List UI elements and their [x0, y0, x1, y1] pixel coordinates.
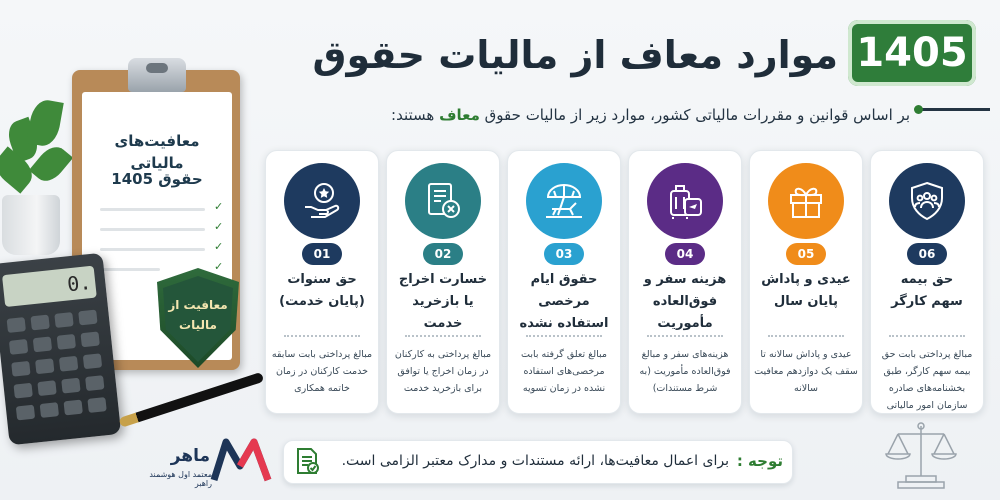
scale-of-justice-icon [878, 420, 964, 490]
card-icon-circle [405, 163, 481, 239]
check-icon: ✓ [214, 220, 224, 233]
beach-umbrella-icon [542, 179, 586, 223]
calculator-key [61, 378, 80, 394]
clipboard-clip-hole [146, 63, 168, 73]
card-03 [507, 150, 621, 414]
shield-people-icon [905, 179, 949, 223]
calculator-key [11, 361, 30, 377]
card-description: مبالغ پرداختی به کارکنان در زمان اخراج یا توافق برای بازخرید خدمت [394, 349, 492, 394]
card-02 [386, 150, 500, 414]
card-divider [526, 335, 602, 337]
note-text: برای اعمال معافیت‌ها، ارائه مستندات و مدارک معتبر الزامی است. [341, 453, 729, 469]
card-title-line1: حقوق ایام مرخصی [530, 272, 598, 309]
card-description: هزینه‌های سفر و مبالغ فوق‌العاده مأموریت (به شرط مستندات) [639, 349, 731, 394]
intro-accent-line [918, 108, 990, 111]
card-number: 06 [907, 243, 947, 265]
calculator-key [40, 402, 59, 418]
card-divider [889, 335, 965, 337]
page-title: موارد معاف از مالیات حقوق [312, 33, 838, 77]
card-description: عیدی و پاداش سالانه تا سقف یک دوازدهم معافیت سالانه [754, 349, 858, 394]
card-title-line2: یا بازخرید خدمت [412, 294, 474, 331]
luggage-icon [663, 179, 707, 223]
badge-line2: مالیات [179, 318, 217, 332]
card-number: 02 [423, 243, 463, 265]
card-title-line2: (پایان خدمت) [279, 294, 365, 309]
gift-icon [784, 179, 828, 223]
card-title-line1: حق سنوات [287, 272, 357, 287]
card-number: 05 [786, 243, 826, 265]
intro-text [262, 106, 910, 124]
calculator-display: 0. [2, 266, 97, 307]
card-title-line1: خسارت اخراج [398, 272, 488, 287]
card-title-line1: هزینه سفر و [643, 272, 727, 287]
check-icon: ✓ [214, 200, 224, 213]
card-title-line2: پایان سال [773, 294, 839, 309]
card-description: مبالغ تعلق گرفته بابت مرخصی‌های استفاده نشده در زمان تسویه [521, 349, 607, 394]
calculator-key [30, 315, 49, 331]
calculator-key [37, 380, 56, 396]
clipboard-subtitle: حقوق 1405 [111, 170, 203, 188]
card-title [875, 269, 979, 313]
clipboard-title: معافیت‌های مالیاتی [114, 132, 200, 172]
card-icon-circle [889, 163, 965, 239]
tax-exempt-badge-text [160, 295, 236, 335]
intro-highlight: معاف [439, 106, 480, 124]
card-number: 03 [544, 243, 584, 265]
card-title [512, 269, 616, 335]
logo-tagline: معتمد اول هوشمند راهبر [149, 470, 212, 488]
check-icon: ✓ [214, 240, 224, 253]
card-icon-circle [647, 163, 723, 239]
calculator-key [87, 397, 106, 413]
calculator-key [35, 358, 54, 374]
card-description: مبالغ پرداختی بابت حق بیمه سهم کارگر، طبق بخشنامه‌های صادره سازمان امور مالیاتی [881, 349, 973, 411]
calculator-key [64, 400, 83, 416]
calculator-key [59, 356, 78, 372]
plant-pot [2, 195, 60, 255]
card-divider [768, 335, 844, 337]
card-01 [265, 150, 379, 414]
card-icon-circle [526, 163, 602, 239]
calculator-key [16, 405, 35, 421]
card-title-line1: حق بیمه [900, 272, 954, 287]
document-check-icon [292, 446, 322, 476]
calculator-key [33, 336, 52, 352]
card-divider [284, 335, 360, 337]
calculator-key [78, 310, 97, 326]
card-description: مبالغ پرداختی بابت سابقه خدمت کارکنان در زمان خاتمه همکاری [271, 349, 373, 394]
calculator-key [7, 317, 26, 333]
card-05 [749, 150, 863, 414]
calculator-key [54, 312, 73, 328]
card-divider [405, 335, 481, 337]
calculator-key [57, 334, 76, 350]
badge-line1: معافیت از [168, 298, 228, 312]
plant-leaf [26, 98, 64, 149]
calculator-key [85, 375, 104, 391]
card-divider [647, 335, 723, 337]
card-title-line2: فوق‌العاده مأموریت [652, 294, 718, 331]
calculator-key [80, 331, 99, 347]
card-number: 01 [302, 243, 342, 265]
card-06 [870, 150, 984, 414]
card-number: 04 [665, 243, 705, 265]
calculator-key [83, 353, 102, 369]
card-title [270, 269, 374, 313]
calculator-key [13, 383, 32, 399]
note-label: توجه : [736, 452, 783, 470]
paper-line [100, 208, 205, 211]
paper-line [100, 228, 205, 231]
pen [118, 372, 264, 428]
card-04 [628, 150, 742, 414]
calculator [0, 253, 121, 446]
card-title-line1: عیدی و پاداش [761, 272, 851, 287]
card-title [754, 269, 858, 313]
paper-line [100, 268, 160, 271]
calculator-key [9, 339, 28, 355]
card-title-line2: استفاده نشده [519, 316, 609, 331]
year-badge: 1405 [848, 20, 976, 86]
card-icon-circle [284, 163, 360, 239]
card-title [633, 269, 737, 335]
maher-logo-mark [210, 434, 272, 486]
intro-prefix: بر اساس قوانین و مقررات مالیاتی کشور، موارد زیر از مالیات حقوق [484, 106, 910, 124]
card-title [391, 269, 495, 335]
intro-suffix: هستند: [391, 106, 435, 124]
paper-line [100, 248, 205, 251]
logo-name: ماهر [170, 446, 210, 466]
card-title-line2: سهم کارگر [891, 294, 963, 309]
check-icon: ✓ [214, 260, 224, 273]
document-x-icon [421, 179, 465, 223]
card-icon-circle [768, 163, 844, 239]
hand-star-icon [300, 179, 344, 223]
intro-accent-dot [914, 105, 923, 114]
